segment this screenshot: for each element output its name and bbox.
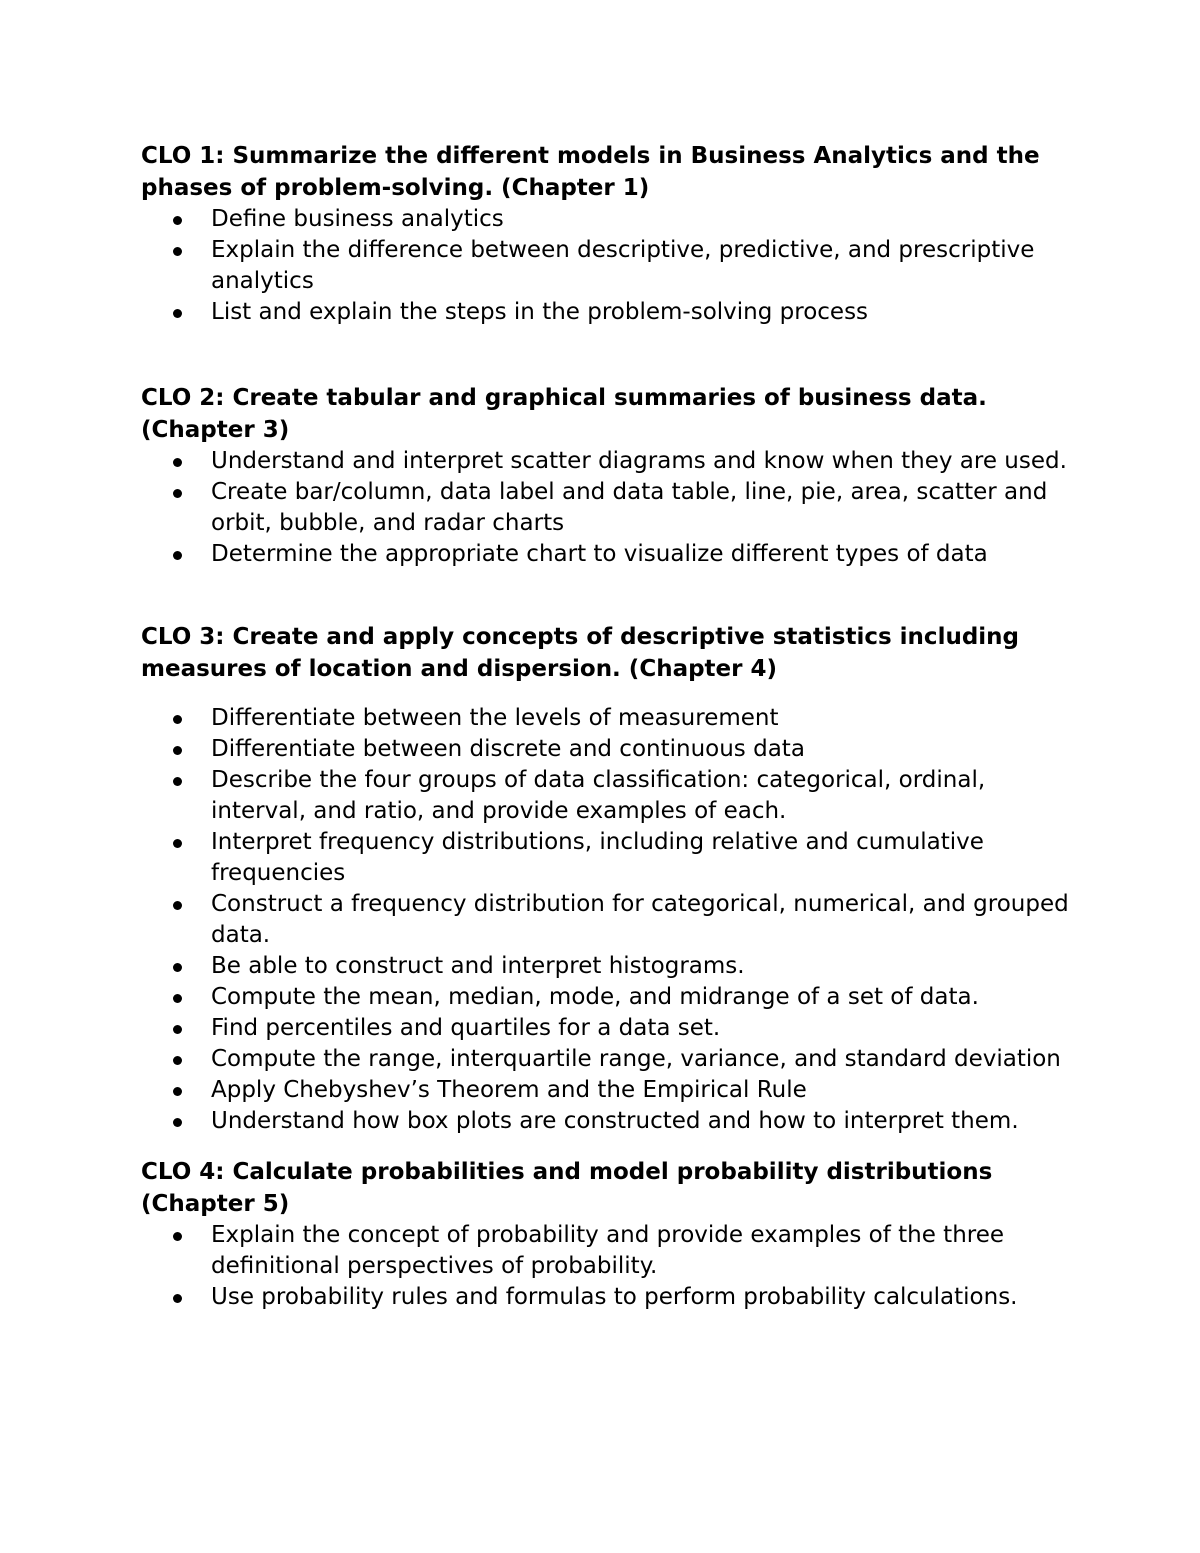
list-item-text: Apply Chebyshev’s Theorem and the Empirical Rule	[211, 1077, 807, 1103]
list-item-text: Differentiate between discrete and continuous data	[211, 736, 805, 762]
bullet-icon	[173, 901, 182, 910]
clo-2-section	[141, 382, 1071, 570]
list-item-text: List and explain the steps in the problem-solving process	[211, 299, 869, 325]
list-item-text: Construct a frequency distribution for categorical, numerical, and grouped data.	[211, 891, 1069, 948]
clo-1-list	[141, 204, 1071, 328]
bullet-icon	[173, 551, 182, 560]
bullet-icon	[173, 489, 182, 498]
bullet-icon	[173, 1232, 182, 1241]
bullet-icon	[173, 994, 182, 1003]
list-item-text: Describe the four groups of data classification: categorical, ordinal, interval, and ratio, and provide examples of each.	[211, 767, 986, 824]
list-item-text: Determine the appropriate chart to visualize different types of data	[211, 541, 988, 567]
list-item	[141, 703, 1071, 734]
bullet-icon	[173, 839, 182, 848]
list-item	[141, 297, 1071, 328]
bullet-icon	[173, 963, 182, 972]
bullet-icon	[173, 1087, 182, 1096]
clo-3-list	[141, 703, 1071, 1137]
clo-3-section	[141, 621, 1071, 1137]
clo-4-heading: CLO 4: Calculate probabilities and model probability distributions (Chapter 5)	[141, 1159, 993, 1217]
list-item-text: Explain the difference between descriptive, predictive, and prescriptive analytics	[211, 237, 1035, 294]
bullet-icon	[173, 1056, 182, 1065]
list-item-text: Use probability rules and formulas to perform probability calculations.	[211, 1284, 1018, 1310]
list-item	[141, 1106, 1071, 1137]
list-item	[141, 827, 1071, 889]
list-item-text: Explain the concept of probability and provide examples of the three definitional perspectives of probability.	[211, 1222, 1005, 1279]
list-item	[141, 889, 1071, 951]
clo-4-list	[141, 1220, 1071, 1313]
bullet-icon	[173, 1294, 182, 1303]
list-item	[141, 1044, 1071, 1075]
list-item	[141, 204, 1071, 235]
list-item-text: Differentiate between the levels of measurement	[211, 705, 779, 731]
list-item	[141, 1013, 1071, 1044]
list-item	[141, 477, 1071, 539]
list-item-text: Understand and interpret scatter diagrams and know when they are used.	[211, 448, 1067, 474]
list-item	[141, 982, 1071, 1013]
list-item-text: Interpret frequency distributions, including relative and cumulative frequencies	[211, 829, 984, 886]
clo-1-section	[141, 140, 1071, 328]
bullet-icon	[173, 746, 182, 755]
list-item-text: Understand how box plots are constructed and how to interpret them.	[211, 1108, 1019, 1134]
list-item-text: Define business analytics	[211, 206, 504, 232]
bullet-icon	[173, 777, 182, 786]
bullet-icon	[173, 309, 182, 318]
list-item	[141, 539, 1071, 570]
list-item-text: Create bar/column, data label and data table, line, pie, area, scatter and orbit, bubble, and radar charts	[211, 479, 1048, 536]
list-item	[141, 235, 1071, 297]
list-item	[141, 734, 1071, 765]
list-item	[141, 951, 1071, 982]
list-item	[141, 1220, 1071, 1282]
bullet-icon	[173, 216, 182, 225]
list-item-text: Compute the mean, median, mode, and midrange of a set of data.	[211, 984, 979, 1010]
clo-2-list	[141, 446, 1071, 570]
list-item-text: Find percentiles and quartiles for a data set.	[211, 1015, 721, 1041]
clo-2-heading: CLO 2: Create tabular and graphical summaries of business data. (Chapter 3)	[141, 385, 987, 443]
bullet-icon	[173, 715, 182, 724]
clo-1-heading: CLO 1: Summarize the different models in Business Analytics and the phases of problem-solving. (Chapter 1)	[141, 143, 1040, 201]
document-page	[141, 140, 1071, 1313]
list-item-text: Be able to construct and interpret histograms.	[211, 953, 745, 979]
bullet-icon	[173, 458, 182, 467]
list-item	[141, 446, 1071, 477]
list-item	[141, 1282, 1071, 1313]
list-item-text: Compute the range, interquartile range, variance, and standard deviation	[211, 1046, 1061, 1072]
bullet-icon	[173, 1118, 182, 1127]
clo-3-heading: CLO 3: Create and apply concepts of descriptive statistics including measures of location and dispersion. (Chapter 4)	[141, 624, 1020, 682]
bullet-icon	[173, 247, 182, 256]
list-item	[141, 765, 1071, 827]
bullet-icon	[173, 1025, 182, 1034]
clo-4-section	[141, 1156, 1071, 1313]
list-item	[141, 1075, 1071, 1106]
